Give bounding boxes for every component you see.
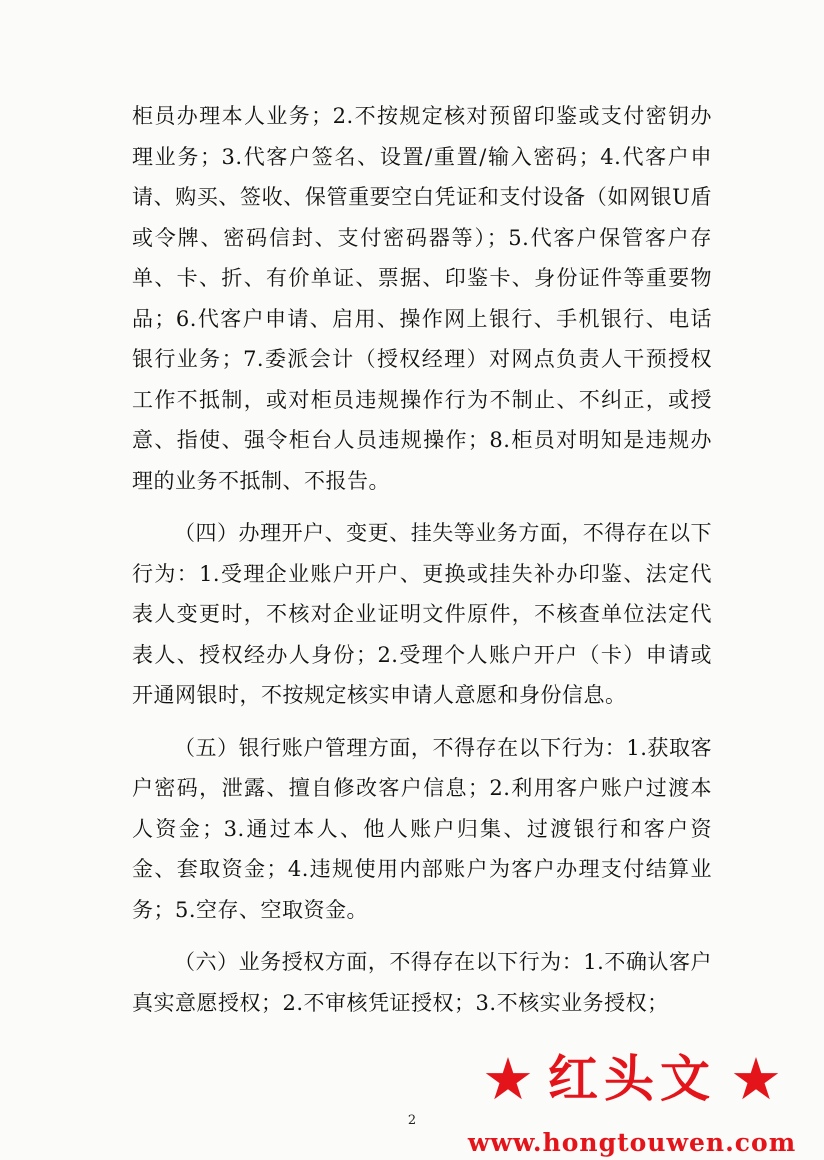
document-body <box>132 96 712 1035</box>
watermark-url: www.hongtouwen.com <box>467 1128 797 1157</box>
star-icon: ★ <box>482 1045 534 1113</box>
watermark-text: 红头文 <box>548 1050 716 1108</box>
paragraph-section-5: （五）银行账户管理方面，不得存在以下行为：1.获取客户密码，泄露、擅自修改客户信息；2.利用客户账户过渡本人资金；3.通过本人、他人账户归集、过渡银行和客户资金、套取资金；4.违规使用内部账户为客户办理支付结算业务；5.空存、空取资金。 <box>132 735 712 922</box>
page-number: 2 <box>407 1113 417 1128</box>
paragraph-section-6: （六）业务授权方面，不得存在以下行为：1.不确认客户真实意愿授权；2.不审核凭证授权；3.不核实业务授权； <box>132 950 712 1015</box>
watermark <box>440 1040 824 1160</box>
paragraph-section-4: （四）办理开户、变更、挂失等业务方面，不得存在以下行为：1.受理企业账户开户、更换或挂失补办印鉴、法定代表人变更时，不核对企业证明文件原件，不核查单位法定代表人、授权经办人身份；2.受理个人账户开户（卡）申请或开通网银时，不按规定核实申请人意愿和身份信息。 <box>132 521 712 707</box>
paragraph-continuation: 柜员办理本人业务；2.不按规定核对预留印鉴或支付密钥办理业务；3.代客户签名、设置/重置/输入密码；4.代客户申请、购买、签收、保管重要空白凭证和支付设备（如网银U盾或令牌、密码信封、支付密码器等）；5.代客户保管客户存单、卡、折、有价单证、票据、印鉴卡、身份证件等重要物品；6.代客户申请、启用、操作网上银行、手机银行、电话银行业务；7.委派会计（授权经理）对网点负责人干预授权工作不抵制，或对柜员违规操作行为不制止、不纠正，或授意、指使、强令柜台人员违规操作；8.柜员对明知是违规办理的业务不抵制、不报告。 <box>132 104 712 493</box>
watermark-title <box>440 1040 824 1118</box>
star-icon: ★ <box>730 1045 782 1113</box>
